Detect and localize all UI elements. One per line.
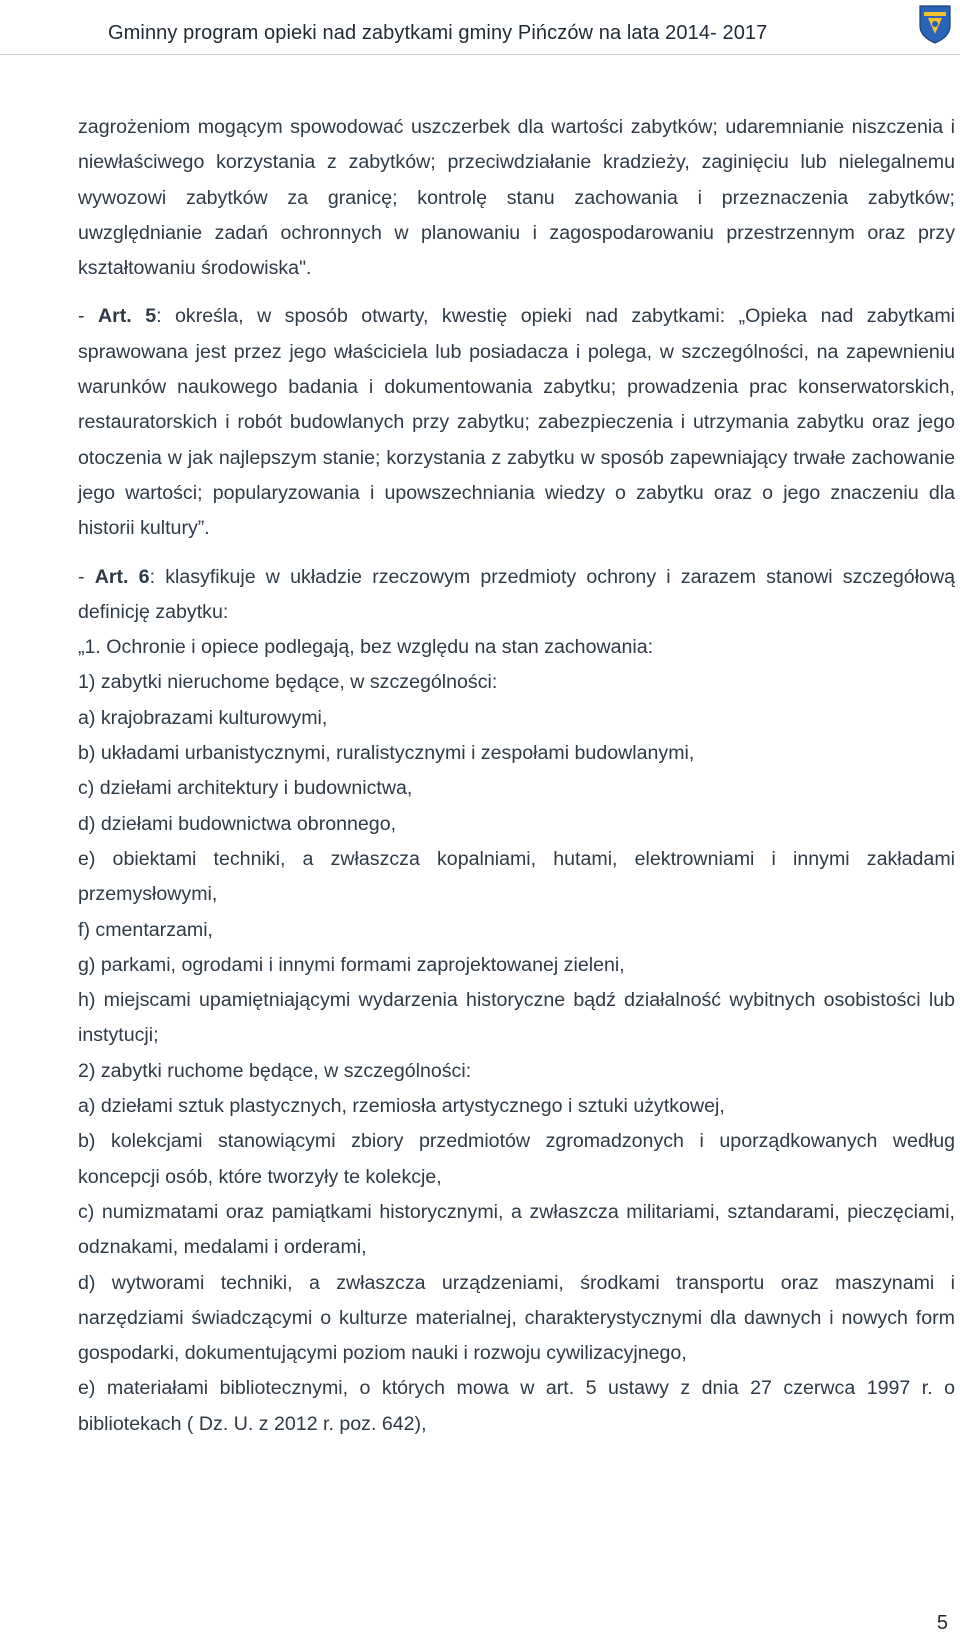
art6-label: Art. bbox=[94, 565, 129, 588]
art5-label: Art. bbox=[97, 305, 132, 328]
art5-prefix: - bbox=[78, 305, 98, 328]
paragraph-art4-continuation: zagrożeniom mogącym spowodować uszczerbek dla wartości zabytków; udaremnianie niszczenia i niewłaściwego korzystania z zabytków; przeciwdziałanie kradzieży, zaginięciu lub nielegalnemu wywozowi zabytków za granicę; kontrolę stanu zachowania i przeznaczenia zabytków; uwzględnianie zadań ochronnych w planowaniu i zagospodarowaniu przestrzennym oraz przy kształtowaniu środowiska". bbox=[78, 116, 955, 280]
art6-prefix: - bbox=[78, 565, 95, 588]
list-item: a) dziełami sztuk plastycznych, rzemiosła artystycznego i sztuki użytkowej, bbox=[78, 1095, 725, 1118]
art5-text: : określa, w sposób otwarty, kwestię opieki nad zabytkami: „Opieka nad zabytkami sprawowana jest przez jego właściciela lub posiadacza i polega, w szczególności, na zapewnieniu warunków naukowego badania i dokumentowania zabytku; prowadzenia prac konserwatorskich, restauratorskich i robót budowlanych przy zabytku; zabezpieczenia i utrzymania zabytku oraz jego otoczenia w jak najlepszym stanie; korzystania z zabytku w sposób zapewniający trwałe zachowanie jego wartości; popularyzowania i upowszechniania wiedzy o zabytku oraz o jego znaczeniu dla historii kultury”. bbox=[78, 305, 955, 540]
list-item: 2) zabytki ruchome będące, w szczególności: bbox=[78, 1059, 472, 1082]
list-item: d) wytworami techniki, a zwłaszcza urządzeniami, środkami transportu oraz maszynami i narzędziami świadczącymi o kulturze materialnej, charakterystycznymi dla dawnych i nowych form gospodarki, dokumentującymi poziom nauki i rozwoju cywilizacyjnego, bbox=[78, 1271, 955, 1365]
list-item: a) krajobrazami kulturowymi, bbox=[78, 706, 328, 729]
list-item: „1. Ochronie i opiece podlegają, bez względu na stan zachowania: bbox=[78, 636, 654, 659]
list-item: c) numizmatami oraz pamiątkami historycznymi, a zwłaszcza militariami, sztandarami, pieczęciami, odznakami, medalami i orderami, bbox=[78, 1200, 955, 1259]
list-item: b) kolekcjami stanowiącymi zbiory przedmiotów zgromadzonych i uporządkowanych według koncepcji osób, które tworzyły te kolekcje, bbox=[78, 1130, 955, 1188]
header-divider bbox=[0, 54, 960, 55]
header-title: Gminny program opieki nad zabytkami gminy Pińczów na lata 2014- 2017 bbox=[108, 22, 768, 44]
list-item: 1) zabytki nieruchome będące, w szczególności: bbox=[78, 671, 498, 694]
page-header bbox=[0, 0, 960, 56]
list-item: b) układami urbanistycznymi, ruralistycznymi i zespołami budowlanymi, bbox=[78, 742, 695, 765]
list-item: g) parkami, ogrodami i innymi formami zaprojektowanej zieleni, bbox=[78, 953, 625, 976]
list-item: e) obiektami techniki, a zwłaszcza kopalniami, hutami, elektrowniami i innymi zakładami przemysłowymi, bbox=[78, 847, 955, 906]
paragraph-art6 bbox=[78, 560, 955, 631]
paragraph-art5 bbox=[78, 299, 955, 546]
list-item: e) materiałami bibliotecznymi, o których mowa w art. 5 ustawy z dnia 27 czerwca 1997 r. o bibliotekach ( Dz. U. z 2012 r. poz. 642), bbox=[78, 1377, 955, 1435]
list-item: h) miejscami upamiętniającymi wydarzenia historyczne bądź działalność wybitnych osobistości lub instytucji; bbox=[78, 989, 955, 1047]
list-item: d) dziełami budownictwa obronnego, bbox=[78, 812, 397, 835]
document-body bbox=[78, 110, 955, 1442]
list-item: f) cmentarzami, bbox=[78, 918, 214, 941]
page-number: 5 bbox=[936, 1612, 948, 1634]
art6-number: 6 bbox=[138, 565, 150, 588]
art5-number: 5 bbox=[145, 305, 157, 328]
art6-text: : klasyfikuje w układzie rzeczowym przedmioty ochrony i zarazem stanowi szczegółową definicję zabytku: bbox=[78, 565, 955, 623]
coat-of-arms-icon bbox=[918, 4, 952, 44]
list-item: c) dziełami architektury i budownictwa, bbox=[78, 777, 413, 800]
